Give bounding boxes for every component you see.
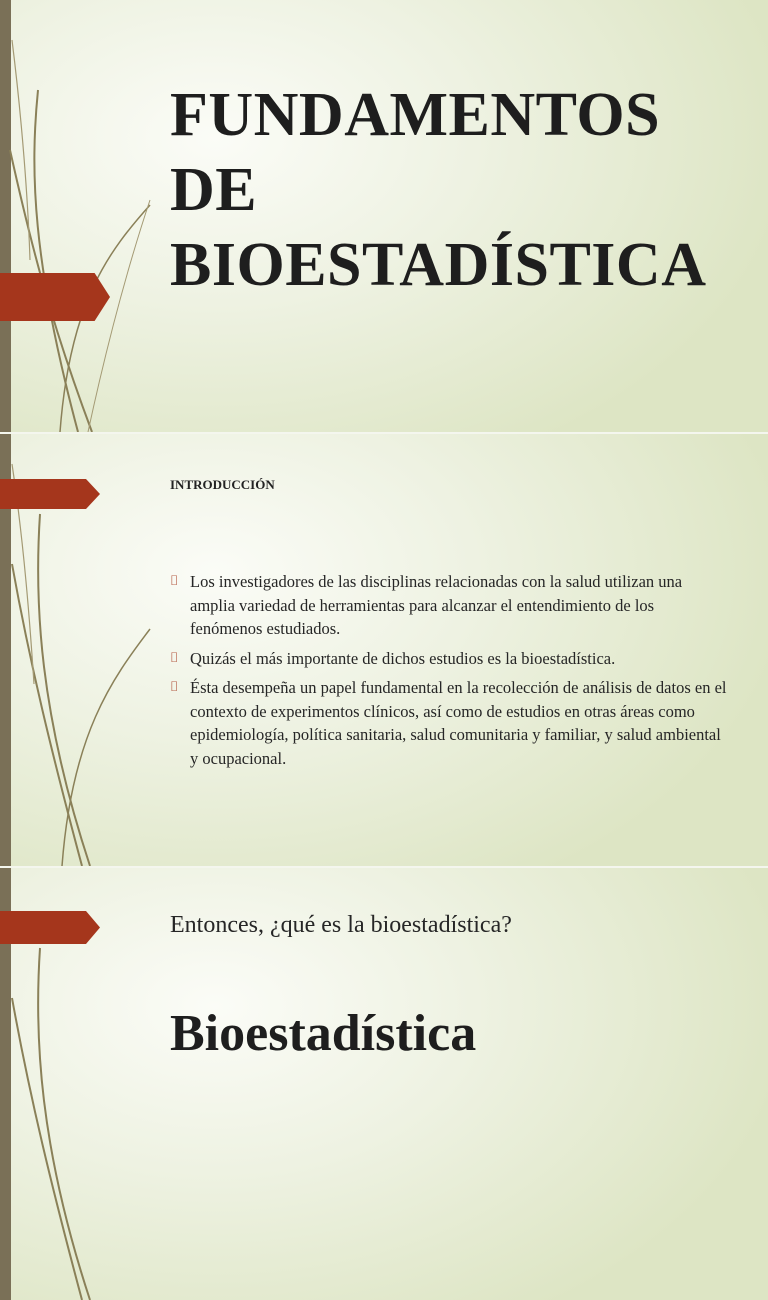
title-line-2: DE [170,156,258,224]
bullet-marker-icon: ⌷ [170,680,179,695]
section-heading: INTRODUCCIÓN [170,477,275,492]
bullet-marker-icon: ⌷ [170,574,179,589]
slide-title [170,78,706,303]
bullet-item [170,647,730,671]
slide-1[interactable] [0,0,768,432]
bullet-list [170,570,730,776]
bullet-text: Ésta desempeña un papel fundamental en la recolección de análisis de datos en el contexto de experimentos clínicos, así como de estudios en otras áreas como epidemiología, política sanitaria, salud comunitaria y familiar, y salud ambiental y ocupacional. [190,678,727,768]
bullet-marker-icon: ⌷ [170,650,179,666]
slide-3[interactable] [0,868,768,1300]
bullet-item [170,570,730,641]
bullet-text: Los investigadores de las disciplinas relacionadas con la salud utilizan una amplia variedad de herramientas para alcanzar el entendimiento de los fenómenos estudiados. [190,572,683,638]
title-line-3: BIOESTADÍSTICA [170,231,707,299]
title-line-1: FUNDAMENTOS [170,81,661,149]
accent-arrow-tab [0,479,100,509]
bullet-item [170,676,730,770]
tendril-decoration [0,0,160,432]
slide-2[interactable] [0,434,768,866]
slide-question: Entonces, ¿qué es la bioestadística? [170,912,512,938]
accent-arrow-tab [0,911,100,944]
bullet-text: Quizás el más importante de dichos estudios es la bioestadística. [190,648,616,668]
partial-heading: Bioestadística [170,1005,477,1062]
accent-arrow-tab [0,273,110,321]
